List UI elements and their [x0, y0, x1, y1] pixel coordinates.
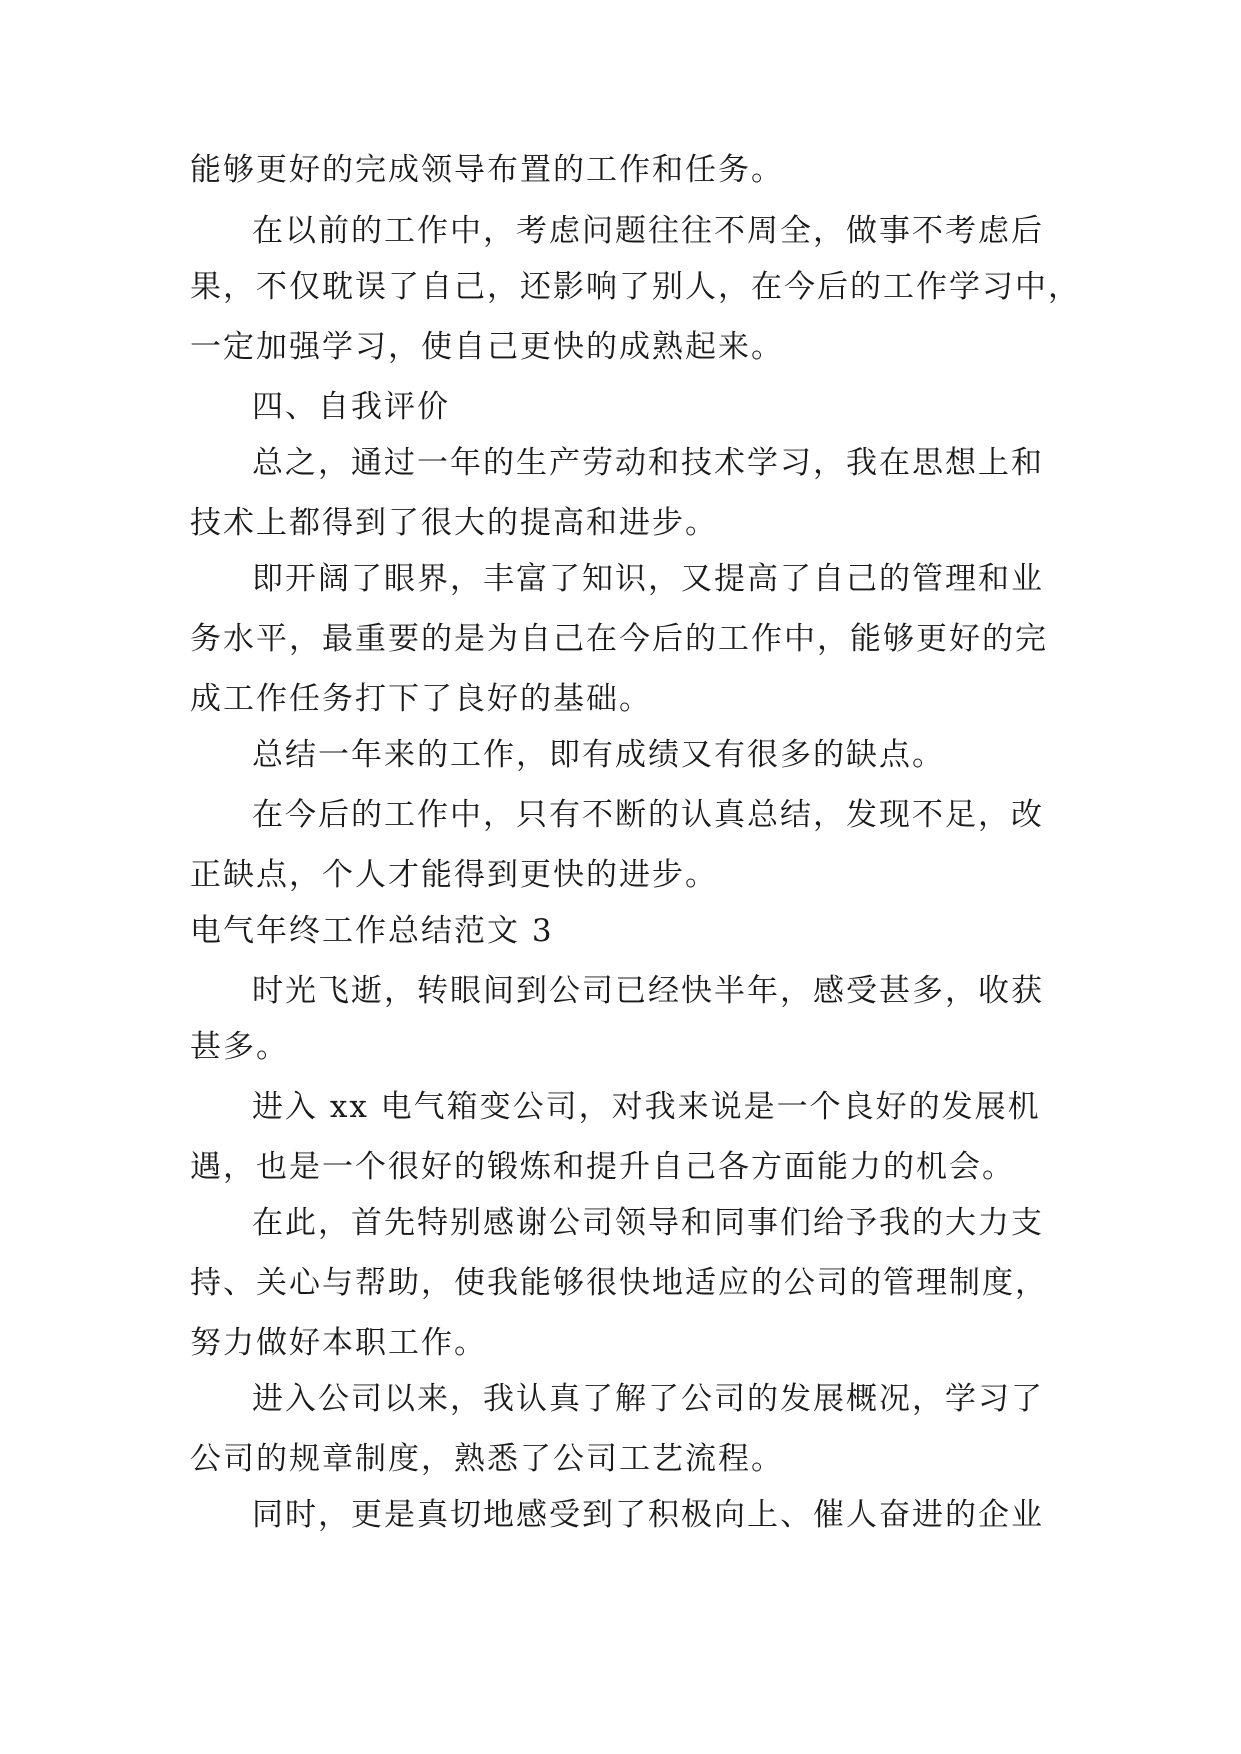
paragraph-start: 在以前的工作中，考虑问题往往不周全，做事不考虑后 — [252, 213, 1044, 249]
text-line: 能够更好的完成领导布置的工作和任务。 — [190, 152, 784, 188]
paragraph-start: 进入 xx 电气箱变公司，对我来说是一个良好的发展机 — [252, 1089, 1041, 1125]
text-line: 成工作任务打下了良好的基础。 — [190, 681, 652, 717]
paragraph-start: 进入公司以来，我认真了解了公司的发展概况，学习了 — [252, 1381, 1044, 1417]
text-line: 正缺点，个人才能得到更快的进步。 — [190, 857, 718, 893]
text-line: 技术上都得到了很大的提高和进步。 — [190, 505, 718, 541]
text-line: 公司的规章制度，熟悉了公司工艺流程。 — [190, 1441, 784, 1477]
paragraph-start: 在今后的工作中，只有不断的认真总结，发现不足，改 — [252, 797, 1044, 833]
paragraph-start: 时光飞逝，转眼间到公司已经快半年，感受甚多，收获 — [252, 973, 1044, 1009]
article-title: 电气年终工作总结范文 3 — [190, 913, 554, 949]
text-line: 努力做好本职工作。 — [190, 1325, 487, 1361]
text-line: 一定加强学习，使自己更快的成熟起来。 — [190, 329, 784, 365]
text-line: 务水平，最重要的是为自己在今后的工作中，能够更好的完 — [190, 621, 1048, 657]
paragraph-start: 在此，首先特别感谢公司领导和同事们给予我的大力支 — [252, 1205, 1044, 1241]
text-line: 果，不仅耽误了自己，还影响了别人，在今后的工作学习中， — [190, 269, 1081, 305]
paragraph-start: 即开阔了眼界，丰富了知识，又提高了自己的管理和业 — [252, 561, 1044, 597]
section-heading: 四、自我评价 — [252, 389, 450, 425]
paragraph-start: 总结一年来的工作，即有成绩又有很多的缺点。 — [252, 737, 945, 773]
text-line: 遇，也是一个很好的锻炼和提升自己各方面能力的机会。 — [190, 1149, 1015, 1185]
text-line: 持、关心与帮助，使我能够很快地适应的公司的管理制度， — [190, 1265, 1048, 1301]
paragraph-start: 同时，更是真切地感受到了积极向上、催人奋进的企业 — [252, 1497, 1044, 1533]
paragraph-start: 总之，通过一年的生产劳动和技术学习，我在思想上和 — [252, 445, 1044, 481]
text-line: 甚多。 — [190, 1029, 289, 1065]
